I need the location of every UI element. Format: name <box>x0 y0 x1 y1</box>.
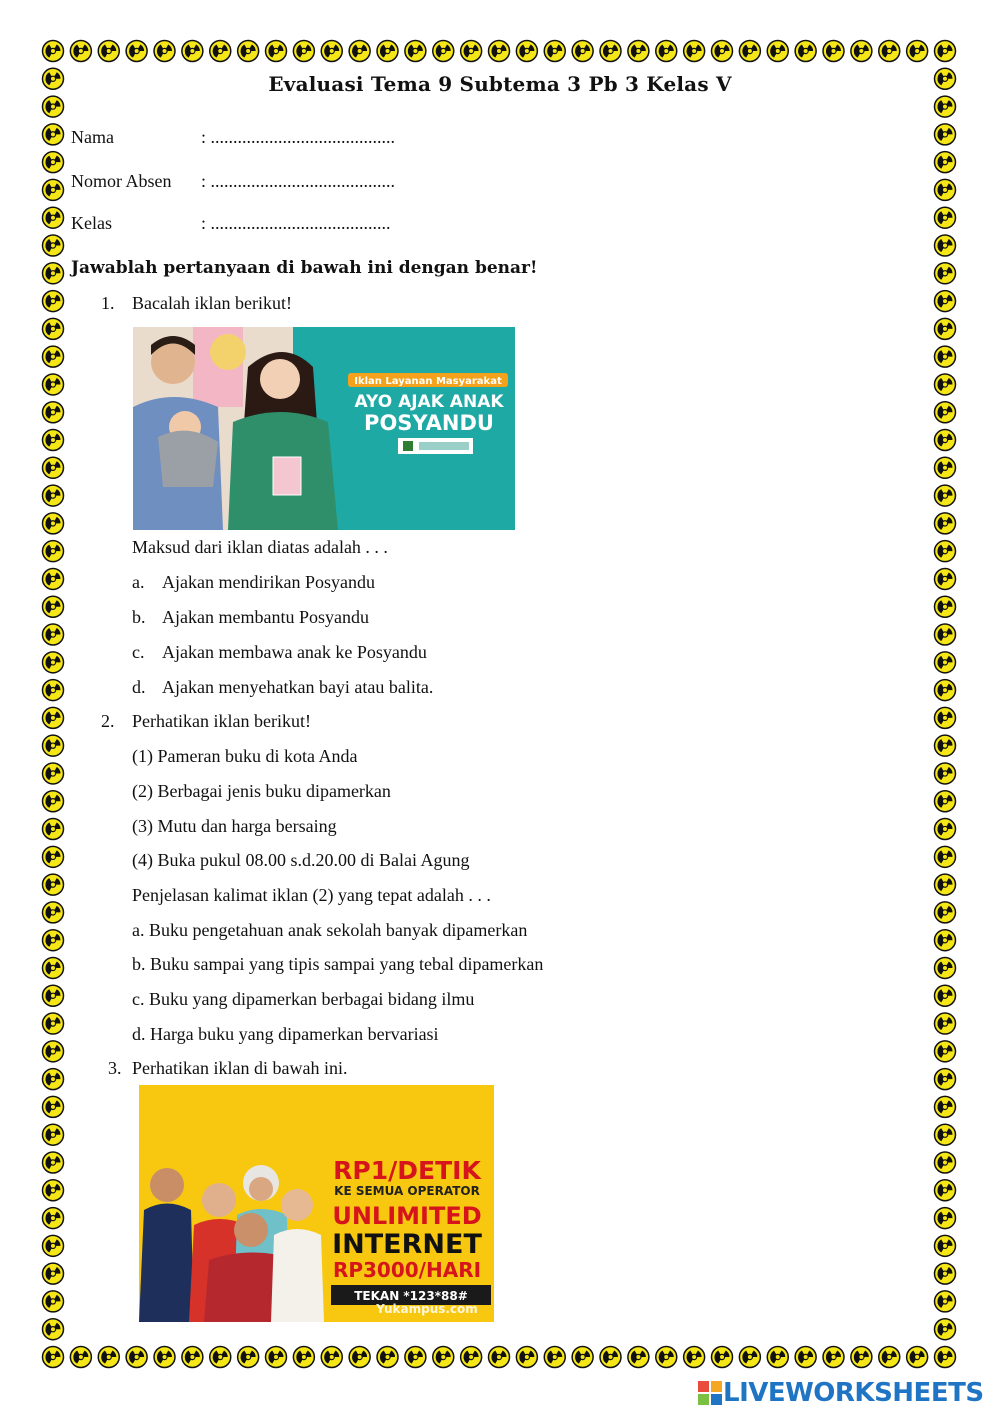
border-symbol-icon <box>43 735 64 756</box>
border-symbol-icon <box>43 568 64 589</box>
ad2-line1: RP1/DETIK <box>333 1156 481 1185</box>
instruction: Jawablah pertanyaan di bawah ini dengan benar! <box>71 258 538 278</box>
ad1-line1: AYO AJAK ANAK <box>354 392 504 412</box>
border-symbol-icon <box>43 96 64 117</box>
border-symbol-icon <box>266 41 287 62</box>
border-symbol-icon <box>43 485 64 506</box>
border-symbol-icon <box>43 1208 64 1229</box>
border-symbol-icon <box>851 1347 872 1368</box>
ad1-line2: POSYANDU <box>364 411 494 435</box>
border-symbol-icon <box>43 263 64 284</box>
border-symbol-icon <box>656 1347 677 1368</box>
border-symbol-icon <box>712 41 733 62</box>
border-symbol-icon <box>935 707 956 728</box>
border-symbol-icon <box>489 41 510 62</box>
border-symbol-icon <box>182 1347 203 1368</box>
border-symbol-icon <box>433 41 454 62</box>
border-symbol-icon <box>43 957 64 978</box>
border-symbol-icon <box>43 819 64 840</box>
absen-blank[interactable]: : ......................................... <box>201 171 396 191</box>
border-symbol-icon <box>43 513 64 534</box>
border-symbol-icon <box>210 1347 231 1368</box>
q2-number: 2. <box>101 711 115 731</box>
border-symbol-icon <box>935 957 956 978</box>
border-symbol-icon <box>405 1347 426 1368</box>
q1-option-b-letter: b. <box>132 607 146 627</box>
border-symbol-icon <box>935 291 956 312</box>
border-symbol-icon <box>43 763 64 784</box>
border-symbol-icon <box>405 41 426 62</box>
border-symbol-icon <box>154 41 175 62</box>
border-symbol-icon <box>712 1347 733 1368</box>
border-symbol-icon <box>43 874 64 895</box>
border-symbol-icon <box>43 624 64 645</box>
q1-option-d-letter: d. <box>132 677 146 697</box>
q1-option-c-letter: c. <box>132 642 145 662</box>
border-symbol-icon <box>43 1096 64 1117</box>
border-symbol-icon <box>823 1347 844 1368</box>
ad2-line6: TEKAN *123*88# <box>354 1289 468 1303</box>
liveworksheets-logo[interactable] <box>697 1378 984 1408</box>
border-symbol-icon <box>935 1069 956 1090</box>
border-symbol-icon <box>126 1347 147 1368</box>
border-symbol-icon <box>935 457 956 478</box>
border-symbol-icon <box>43 457 64 478</box>
border-symbol-icon <box>98 1347 119 1368</box>
q1-text: Bacalah iklan berikut! <box>132 293 292 313</box>
ad2-line4: INTERNET <box>332 1229 482 1260</box>
ad2-line2: KE SEMUA OPERATOR <box>334 1184 480 1198</box>
border-symbol-icon <box>154 1347 175 1368</box>
border-symbol-icon <box>879 41 900 62</box>
border-symbol-icon <box>935 1041 956 1062</box>
border-symbol-icon <box>43 124 64 145</box>
border-symbol-icon <box>935 985 956 1006</box>
border-symbol-icon <box>43 680 64 701</box>
border-symbol-icon <box>43 207 64 228</box>
border-symbol-icon <box>628 41 649 62</box>
q3-text: Perhatikan iklan di bawah ini. <box>132 1058 348 1078</box>
border-symbol-icon <box>935 1152 956 1173</box>
border-symbol-icon <box>935 763 956 784</box>
border-symbol-icon <box>600 41 621 62</box>
name-field <box>71 127 395 148</box>
border-symbol-icon <box>43 846 64 867</box>
border-symbol-icon <box>377 41 398 62</box>
border-symbol-icon <box>935 624 956 645</box>
border-symbol-icon <box>321 1347 342 1368</box>
border-symbol-icon <box>43 930 64 951</box>
internet-ad-image <box>139 1085 494 1322</box>
border-symbol-icon <box>935 1235 956 1256</box>
border-symbol-icon <box>544 41 565 62</box>
border-symbol-icon <box>43 902 64 923</box>
border-symbol-icon <box>935 430 956 451</box>
kelas-label: Kelas <box>71 213 112 233</box>
q2-ad-line-3: (3) Mutu dan harga bersaing <box>132 816 337 836</box>
border-symbol-icon <box>739 41 760 62</box>
ad1-tag: Iklan Layanan Masyarakat <box>354 376 502 387</box>
border-symbol-icon <box>43 1235 64 1256</box>
border-symbol-icon <box>935 1180 956 1201</box>
border-symbol-icon <box>739 1347 760 1368</box>
border-symbol-icon <box>210 41 231 62</box>
border-symbol-icon <box>935 735 956 756</box>
q2-option-c[interactable]: c. Buku yang dipamerkan berbagai bidang ilmu <box>132 989 475 1009</box>
kelas-blank[interactable]: : ........................................ <box>201 213 391 233</box>
border-symbol-icon <box>43 1069 64 1090</box>
border-symbol-icon <box>935 791 956 812</box>
border-symbol-icon <box>43 374 64 395</box>
border-symbol-icon <box>907 1347 928 1368</box>
border-symbol-icon <box>935 846 956 867</box>
border-symbol-icon <box>572 1347 593 1368</box>
border-symbol-icon <box>43 1041 64 1062</box>
border-symbol-icon <box>43 1124 64 1145</box>
ad2-watermark: Yukampus.com <box>376 1302 478 1316</box>
border-symbol-icon <box>935 152 956 173</box>
q2-option-b[interactable]: b. Buku sampai yang tipis sampai yang tebal dipamerkan <box>132 954 544 974</box>
kelas-field <box>71 213 391 234</box>
border-symbol-icon <box>851 41 872 62</box>
border-symbol-icon <box>795 41 816 62</box>
border-symbol-icon <box>238 41 259 62</box>
q2-prompt: Penjelasan kalimat iklan (2) yang tepat adalah . . . <box>132 885 491 905</box>
ad2-line3: UNLIMITED <box>332 1202 482 1230</box>
border-symbol-icon <box>935 96 956 117</box>
border-symbol-icon <box>126 41 147 62</box>
liveworksheets-logo-icon <box>697 1380 723 1406</box>
border-symbol-icon <box>43 652 64 673</box>
border-symbol-icon <box>935 902 956 923</box>
worksheet-title: Evaluasi Tema 9 Subtema 3 Pb 3 Kelas V <box>268 72 732 96</box>
border-symbol-icon <box>935 263 956 284</box>
border-symbol-icon <box>935 1013 956 1034</box>
q1-option-c[interactable]: Ajakan membawa anak ke Posyandu <box>162 642 427 662</box>
border-symbol-icon <box>935 596 956 617</box>
border-symbol-icon <box>349 1347 370 1368</box>
q2-ad-line-4: (4) Buka pukul 08.00 s.d.20.00 di Balai Agung <box>132 850 470 870</box>
border-symbol-icon <box>935 1124 956 1145</box>
border-symbol-icon <box>489 1347 510 1368</box>
q1-option-a[interactable]: Ajakan mendirikan Posyandu <box>162 572 375 592</box>
border-symbol-icon <box>628 1347 649 1368</box>
border-symbol-icon <box>43 318 64 339</box>
name-label: Nama <box>71 127 114 147</box>
border-symbol-icon <box>293 1347 314 1368</box>
border-symbol-icon <box>935 1347 956 1368</box>
border-symbol-icon <box>935 235 956 256</box>
border-symbol-icon <box>935 541 956 562</box>
border-symbol-icon <box>935 874 956 895</box>
border-symbol-icon <box>43 1152 64 1173</box>
border-symbol-icon <box>935 179 956 200</box>
border-symbol-icon <box>935 930 956 951</box>
border-symbol-icon <box>935 1319 956 1340</box>
border-symbol-icon <box>935 402 956 423</box>
q1-option-d[interactable]: Ajakan menyehatkan bayi atau balita. <box>162 677 434 697</box>
border-symbol-icon <box>656 41 677 62</box>
border-symbol-icon <box>70 1347 91 1368</box>
name-blank[interactable]: : ......................................... <box>201 127 396 147</box>
q2-ad-line-1: (1) Pameran buku di kota Anda <box>132 746 358 766</box>
q2-option-a[interactable]: a. Buku pengetahuan anak sekolah banyak dipamerkan <box>132 920 528 940</box>
border-symbol-icon <box>43 1347 64 1368</box>
border-symbol-icon <box>43 707 64 728</box>
border-symbol-icon <box>907 41 928 62</box>
border-symbol-icon <box>823 41 844 62</box>
border-symbol-icon <box>795 1347 816 1368</box>
border-symbol-icon <box>43 291 64 312</box>
border-symbol-icon <box>684 1347 705 1368</box>
q2-text: Perhatikan iklan berikut! <box>132 711 311 731</box>
border-symbol-icon <box>461 41 482 62</box>
border-symbol-icon <box>544 1347 565 1368</box>
border-symbol-icon <box>43 1180 64 1201</box>
border-symbol-icon <box>572 41 593 62</box>
border-symbol-icon <box>293 41 314 62</box>
border-symbol-icon <box>935 207 956 228</box>
border-symbol-icon <box>43 41 64 62</box>
border-symbol-icon <box>43 235 64 256</box>
border-symbol-icon <box>43 1013 64 1034</box>
border-symbol-icon <box>349 41 370 62</box>
border-symbol-icon <box>935 1291 956 1312</box>
border-symbol-icon <box>43 152 64 173</box>
border-symbol-icon <box>43 985 64 1006</box>
q1-number: 1. <box>101 293 115 313</box>
border-symbol-icon <box>935 485 956 506</box>
border-symbol-icon <box>935 374 956 395</box>
border-symbol-icon <box>43 791 64 812</box>
border-symbol-icon <box>433 1347 454 1368</box>
border-symbol-icon <box>238 1347 259 1368</box>
border-symbol-icon <box>43 402 64 423</box>
border-symbol-icon <box>935 652 956 673</box>
border-symbol-icon <box>182 41 203 62</box>
border-symbol-icon <box>935 124 956 145</box>
liveworksheets-logo-text: LIVEWORKSHEETS <box>723 1378 984 1408</box>
border-symbol-icon <box>935 1208 956 1229</box>
border-symbol-icon <box>935 513 956 534</box>
border-symbol-icon <box>516 1347 537 1368</box>
border-symbol-icon <box>461 1347 482 1368</box>
border-symbol-icon <box>935 680 956 701</box>
border-symbol-icon <box>600 1347 621 1368</box>
absen-label: Nomor Absen <box>71 171 172 191</box>
border-symbol-icon <box>43 346 64 367</box>
q1-prompt: Maksud dari iklan diatas adalah . . . <box>132 537 388 557</box>
border-symbol-icon <box>377 1347 398 1368</box>
q1-option-a-letter: a. <box>132 572 145 592</box>
border-symbol-icon <box>767 41 788 62</box>
border-symbol-icon <box>935 41 956 62</box>
border-symbol-icon <box>98 41 119 62</box>
border-symbol-icon <box>43 1291 64 1312</box>
q2-ad-line-2: (2) Berbagai jenis buku dipamerkan <box>132 781 391 801</box>
q2-option-d[interactable]: d. Harga buku yang dipamerkan bervariasi <box>132 1024 439 1044</box>
border-symbol-icon <box>43 541 64 562</box>
border-symbol-icon <box>935 346 956 367</box>
border-symbol-icon <box>70 41 91 62</box>
border-symbol-icon <box>43 596 64 617</box>
border-symbol-icon <box>935 318 956 339</box>
border-symbol-icon <box>935 1096 956 1117</box>
q3-number: 3. <box>108 1058 122 1078</box>
border-symbol-icon <box>684 41 705 62</box>
border-symbol-icon <box>767 1347 788 1368</box>
border-symbol-icon <box>43 1263 64 1284</box>
q1-option-b[interactable]: Ajakan membantu Posyandu <box>162 607 369 627</box>
border-symbol-icon <box>321 41 342 62</box>
border-symbol-icon <box>266 1347 287 1368</box>
border-symbol-icon <box>935 819 956 840</box>
posyandu-ad-image <box>133 327 515 530</box>
ad2-line5: RP3000/HARI <box>332 1258 482 1282</box>
border-symbol-icon <box>935 568 956 589</box>
border-symbol-icon <box>43 179 64 200</box>
border-symbol-icon <box>935 1263 956 1284</box>
border-symbol-icon <box>43 1319 64 1340</box>
border-symbol-icon <box>516 41 537 62</box>
absen-field <box>71 171 395 192</box>
border-symbol-icon <box>43 430 64 451</box>
border-symbol-icon <box>879 1347 900 1368</box>
